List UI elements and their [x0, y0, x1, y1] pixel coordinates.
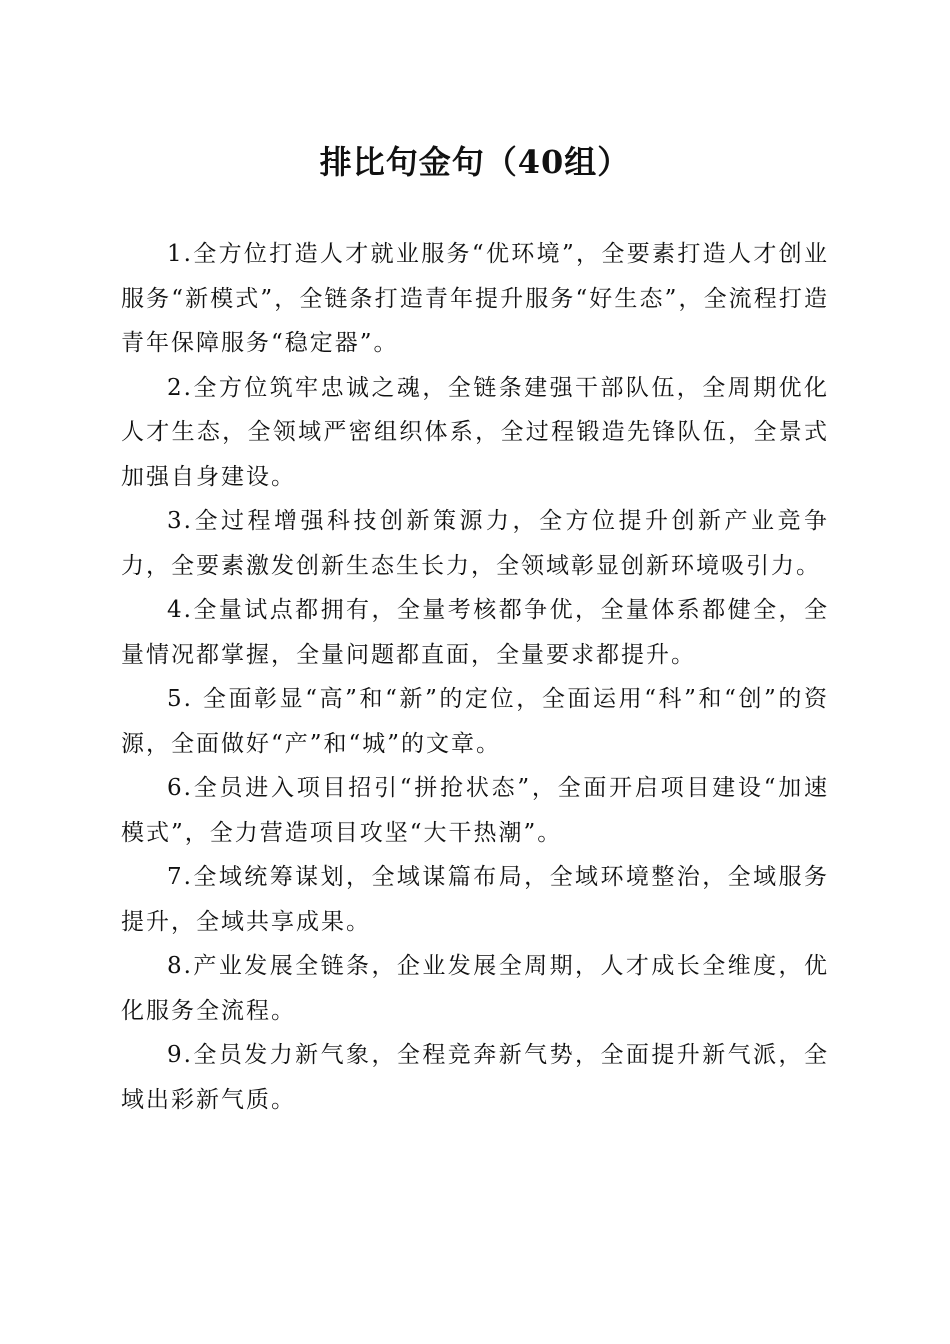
paragraph-1: 1.全方位打造人才就业服务“优环境”，全要素打造人才创业服务“新模式”，全链条打造青年提升服务“好生态”，全流程打造青年保障服务“稳定器”。	[121, 241, 829, 356]
paragraph-7: 7.全域统筹谋划，全域谋篇布局，全域环境整治，全域服务提升，全域共享成果。	[121, 864, 829, 935]
paragraph-4: 4.全量试点都拥有，全量考核都争优，全量体系都健全，全量情况都掌握，全量问题都直面，全量要求都提升。	[121, 597, 829, 668]
document-body	[121, 232, 829, 1122]
paragraph-5: 5. 全面彰显“高”和“新”的定位，全面运用“科”和“创”的资源，全面做好“产”和“城”的文章。	[121, 686, 829, 757]
paragraph-2: 2.全方位筑牢忠诚之魂，全链条建强干部队伍，全周期优化人才生态，全领域严密组织体系，全过程锻造先锋队伍，全景式加强自身建设。	[121, 374, 829, 490]
paragraph-6: 6.全员进入项目招引“拼抢状态”，全面开启项目建设“加速模式”，全力营造项目攻坚“大干热潮”。	[121, 775, 829, 846]
document-title: 排比句金句（40组）	[319, 143, 631, 181]
paragraph-9: 9.全员发力新气象，全程竞奔新气势，全面提升新气派，全域出彩新气质。	[121, 1042, 829, 1113]
paragraph-3: 3.全过程增强科技创新策源力，全方位提升创新产业竞争力，全要素激发创新生态生长力，全领域彰显创新环境吸引力。	[121, 508, 829, 579]
paragraph-8: 8.产业发展全链条，企业发展全周期，人才成长全维度，优化服务全流程。	[121, 953, 829, 1024]
